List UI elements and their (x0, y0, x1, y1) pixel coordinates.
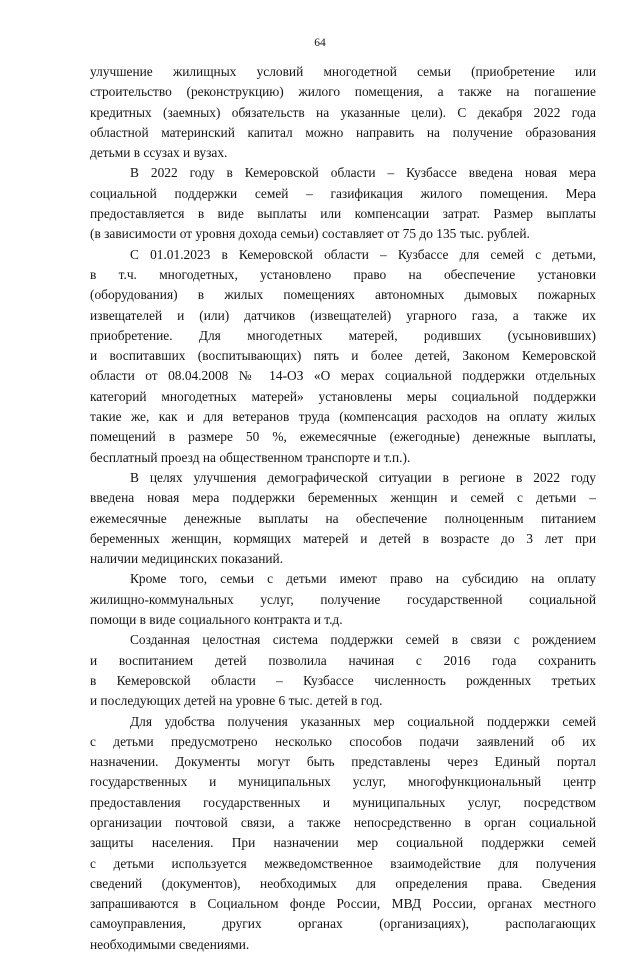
text-line: защиты населения. При назначении мер социальной поддержки семей (90, 835, 596, 851)
text-line: назначении. Документы могут быть представлены через Единый портал (90, 754, 596, 770)
text-line: помощи в виде социального контракта и т.д. (90, 612, 343, 628)
text-line: бесплатный проезд на общественном транспорте и т.п.). (90, 449, 411, 465)
text-line: предоставляется в виде выплаты или компенсации затрат. Размер выплаты (90, 206, 596, 222)
text-line: приобретение. Для многодетных матерей, родивших (усыновивших) (90, 327, 596, 343)
text-line: самоуправления, других органах (организациях), располагающих (90, 916, 596, 932)
text-line: и воспитавших (воспитывающих) пять и более детей, Законом Кемеровской (90, 348, 596, 364)
text-line: жилищно-коммунальных услуг, получение государственной социальной (90, 591, 596, 607)
text-line: в т.ч. многодетных, установлено право на обеспечение установки (90, 266, 596, 282)
document-body-text (90, 62, 596, 955)
text-line: Созданная целостная система поддержки семей в связи с рождением (130, 632, 596, 648)
text-line: областной материнский капитал можно направить на получение образования (90, 124, 596, 140)
text-line: строительство (реконструкцию) жилого помещения, а также на погашение (90, 84, 596, 100)
text-line: категорий многодетных матерей» установлены меры социальной поддержки (90, 388, 596, 404)
text-line: в Кемеровской области – Кузбассе численность рожденных третьих (90, 672, 596, 688)
text-line: области от 08.04.2008 № 14-ОЗ «О мерах социальной поддержки отдельных (90, 368, 596, 384)
text-line: предоставления государственных и муниципальных услуг, посредством (90, 794, 596, 810)
text-line: кредитных (заемных) обязательств на указанные цели). С декабря 2022 года (90, 104, 596, 120)
text-line: Для удобства получения указанных мер социальной поддержки семей (130, 713, 596, 729)
text-line: извещателей и (или) датчиков (извещателей) угарного газа, а также их (90, 307, 596, 323)
text-line: необходимыми сведениями. (90, 936, 250, 952)
text-line: и последующих детей на уровне 6 тыс. детей в год. (90, 693, 383, 709)
text-line: В целях улучшения демографической ситуации в регионе в 2022 году (130, 469, 596, 485)
text-line: социальной поддержки семей – газификация жилого помещения. Мера (90, 185, 596, 201)
text-line: ежемесячные денежные выплаты на обеспечение полноценным питанием (90, 510, 596, 526)
text-line: организации почтовой связи, а также непосредственно в орган социальной (90, 814, 596, 830)
text-line: и воспитанием детей позволила начиная с 2016 года сохранить (90, 652, 596, 668)
page-number: 64 (314, 37, 326, 49)
text-line: беременных женщин, кормящих матерей и детей в возрасте до 3 лет при (90, 530, 596, 546)
text-line: (в зависимости от уровня дохода семьи) составляет от 75 до 135 тыс. рублей. (90, 226, 530, 242)
text-line: Кроме того, семьи с детьми имеют право на субсидию на оплату (130, 571, 596, 587)
text-line: сведений (документов), необходимых для определения права. Сведения (90, 875, 596, 891)
text-line: С 01.01.2023 в Кемеровской области – Кузбассе для семей с детьми, (130, 246, 596, 262)
text-line: государственных и муниципальных услуг, многофункциональный центр (90, 774, 596, 790)
text-line: такие же, как и для ветеранов труда (компенсация расходов на оплату жилых (90, 409, 596, 425)
text-line: детьми в ссузах и вузах. (90, 145, 228, 161)
text-line: с детьми используется межведомственное взаимодействие для получения (90, 855, 596, 871)
text-line: помещений в размере 50 %, ежемесячные (ежегодные) денежные выплаты, (90, 429, 596, 445)
text-line: (оборудования) в жилых помещениях автономных дымовых пожарных (90, 287, 596, 303)
text-line: наличии медицинских показаний. (90, 551, 284, 567)
text-line: с детьми предусмотрено несколько способов подачи заявлений об их (90, 733, 596, 749)
text-line: улучшение жилищных условий многодетной семьи (приобретение или (90, 64, 596, 79)
text-line: запрашиваются в Социальном фонде России, МВД России, органах местного (90, 896, 596, 912)
text-line: введена новая мера поддержки беременных женщин и семей с детьми – (90, 490, 596, 506)
text-line: В 2022 году в Кемеровской области – Кузбассе введена новая мера (130, 165, 596, 181)
